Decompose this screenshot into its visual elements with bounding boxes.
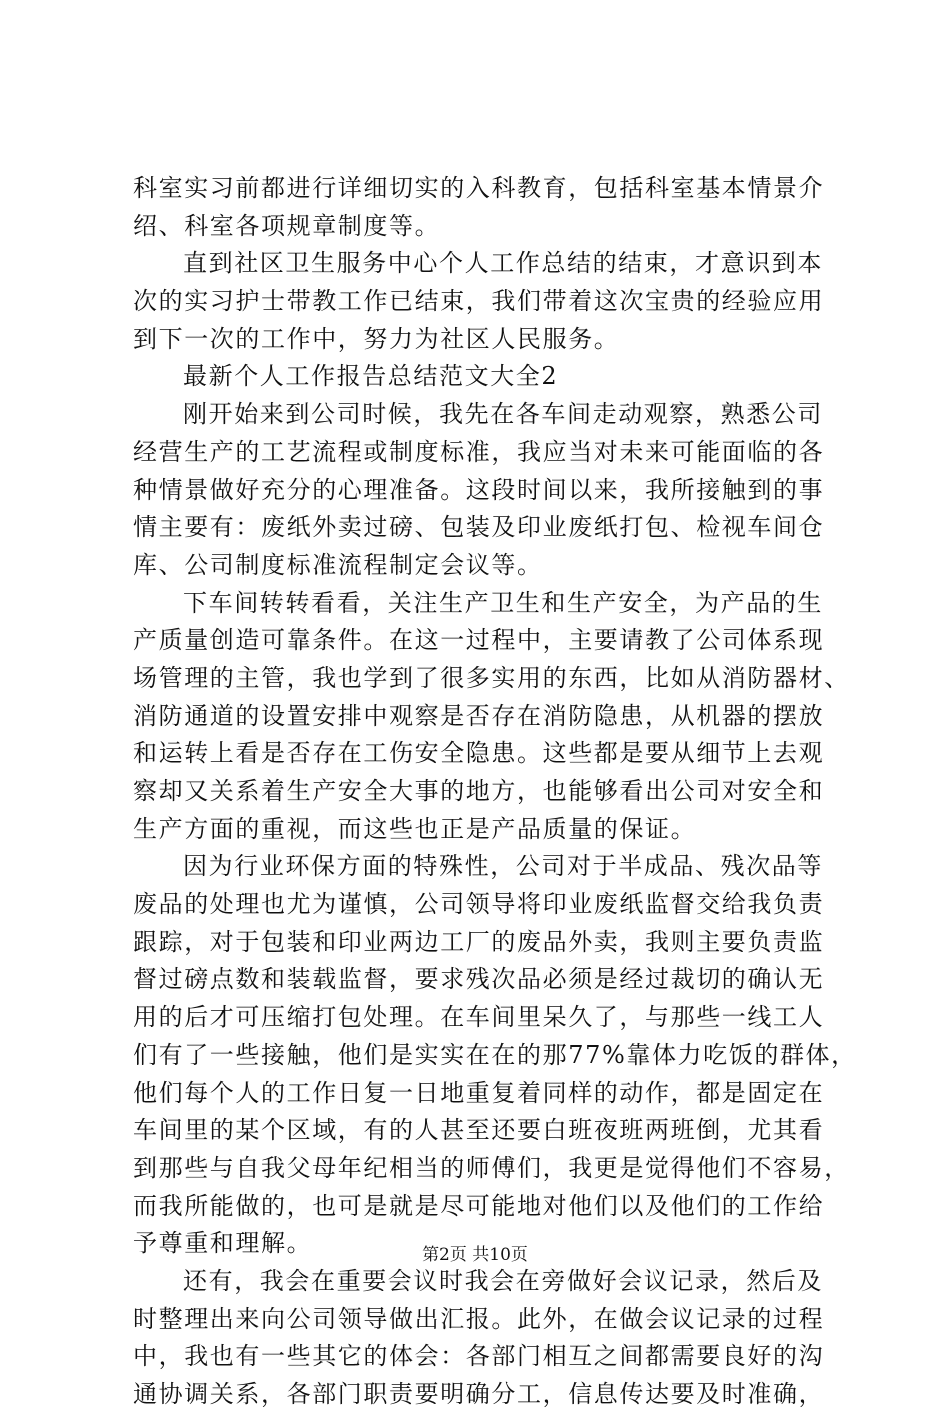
text-line: 下车间转转看看，关注生产卫生和生产安全，为产品的生 <box>183 588 823 617</box>
text-line: 通协调关系，各部门职责要明确分工，信息传达要及时准确， <box>133 1380 825 1408</box>
text-line: 直到社区卫生服务中心个人工作总结的结束，才意识到本 <box>183 249 823 278</box>
text-line: 次的实习护士带教工作已结束，我们带着这次宝贵的经验应用 <box>133 287 825 316</box>
text-line: 到那些与自我父母年纪相当的师傅们，我更是觉得他们不容易， <box>133 1153 850 1182</box>
text-line: 最新个人工作报告总结范文大全2 <box>183 362 559 391</box>
text-line: 生产方面的重视，而这些也正是产品质量的保证。 <box>133 814 697 843</box>
page-footer: 第2页 共10页 <box>422 1245 528 1265</box>
text-line: 消防通道的设置安排中观察是否存在消防隐患，从机器的摆放 <box>133 701 825 730</box>
text-line: 跟踪，对于包装和印业两边工厂的废品外卖，我则主要负责监 <box>133 927 825 956</box>
document-body <box>133 170 857 1414</box>
text-line: 还有，我会在重要会议时我会在旁做好会议记录，然后及 <box>183 1266 823 1295</box>
text-line: 督过磅点数和装载监督，要求残次品必须是经过裁切的确认无 <box>133 965 825 994</box>
text-line: 和运转上看是否存在工伤安全隐患。这些都是要从细节上去观 <box>133 739 825 768</box>
text-line: 废品的处理也尤为谨慎，公司领导将印业废纸监督交给我负责 <box>133 890 825 919</box>
text-line: 种情景做好充分的心理准备。这段时间以来，我所接触到的事 <box>133 475 825 504</box>
text-line: 刚开始来到公司时候，我先在各车间走动观察，熟悉公司 <box>183 400 823 429</box>
text-line: 科室实习前都进行详细切实的入科教育，包括科室基本情景介 <box>133 174 825 202</box>
text-line: 绍、科室各项规章制度等。 <box>133 211 441 240</box>
text-line: 到下一次的工作中，努力为社区人民服务。 <box>133 324 620 353</box>
text-line: 用的后才可压缩打包处理。在车间里呆久了，与那些一线工人 <box>133 1003 825 1032</box>
text-line: 库、公司制度标准流程制定会议等。 <box>133 550 543 579</box>
text-line: 时整理出来向公司领导做出汇报。此外，在做会议记录的过程 <box>133 1304 825 1333</box>
text-line: 车间里的某个区域，有的人甚至还要白班夜班两班倒，尤其看 <box>133 1116 825 1145</box>
text-line: 经营生产的工艺流程或制度标准，我应当对未来可能面临的各 <box>133 437 825 466</box>
text-line: 情主要有：废纸外卖过磅、包装及印业废纸打包、检视车间仓 <box>133 513 825 542</box>
text-line: 因为行业环保方面的特殊性，公司对于半成品、残次品等 <box>183 852 823 881</box>
text-line: 察却又关系着生产安全大事的地方，也能够看出公司对安全和 <box>133 777 825 805</box>
text-line: 场管理的主管，我也学到了很多实用的东西，比如从消防器材、 <box>133 663 850 692</box>
text-line: 产质量创造可靠条件。在这一过程中，主要请教了公司体系现 <box>133 626 825 655</box>
text-line: 中，我也有一些其它的体会：各部门相互之间都需要良好的沟 <box>133 1342 825 1371</box>
text-line: 们有了一些接触，他们是实实在在的那77%靠体力吃饭的群体， <box>133 1040 857 1069</box>
text-line: 他们每个人的工作日复一日地重复着同样的动作，都是固定在 <box>133 1078 825 1107</box>
text-line: 予尊重和理解。 <box>133 1229 313 1258</box>
text-line: 而我所能做的，也可是就是尽可能地对他们以及他们的工作给 <box>133 1191 825 1220</box>
